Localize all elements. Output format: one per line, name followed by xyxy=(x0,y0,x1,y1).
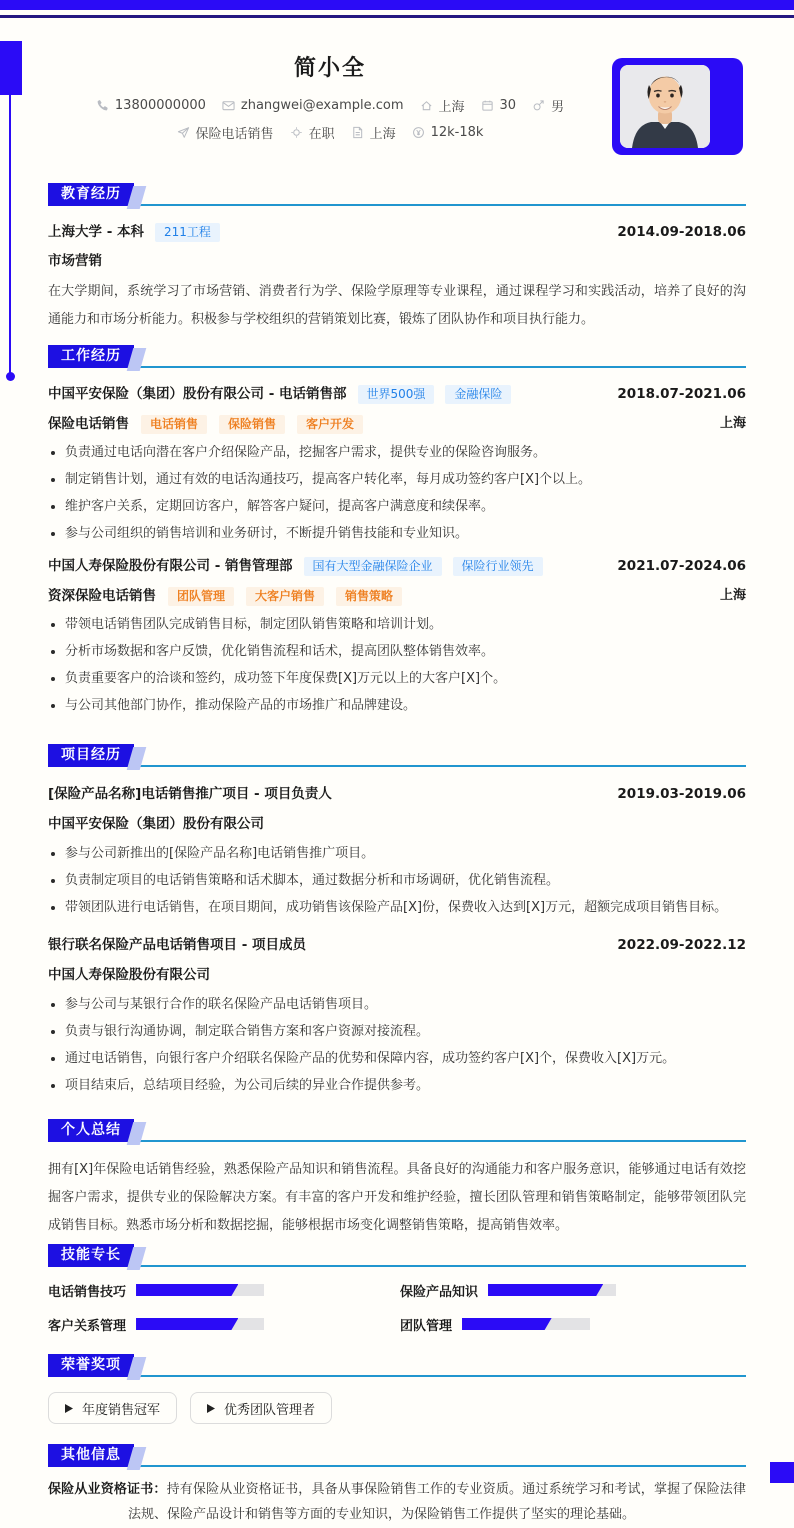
section-header xyxy=(48,1119,746,1142)
honor-label: 年度销售冠军 xyxy=(82,1402,161,1418)
summary-text: 拥有[X]年保险电话销售经验，熟悉保险产品知识和销售流程。具备良好的沟通能力和客户服务意识，能够通过电话有效挖掘客户需求，提供专业的保险解决方案。有丰富的客户开发和维护经验，擅长团队管理和销售策略制定，能够带领团队完成销售目标。熟悉市场分析和数据挖掘，能够根据市场变化调整销售策略，提高销售效率。 xyxy=(48,1162,746,1233)
skill-bar xyxy=(462,1318,590,1330)
education-date: 2014.09-2018.06 xyxy=(617,224,746,240)
play-icon xyxy=(207,1404,215,1413)
bullet-item: 负责通过电话向潜在客户介绍保险产品，挖掘客户需求，提供专业的保险咨询服务。 xyxy=(48,444,746,462)
skill-bar-fill xyxy=(136,1284,238,1296)
mail-icon xyxy=(222,99,235,112)
section-work xyxy=(48,345,746,715)
bullet-item: 参与公司新推出的[保险产品名称]电话销售推广项目。 xyxy=(48,845,746,863)
contact-city xyxy=(420,96,465,115)
position-name: 保险电话销售 xyxy=(48,416,129,432)
position-name: 资深保险电话销售 xyxy=(48,588,156,604)
contact-value: 上海 xyxy=(438,99,465,115)
company-tag: 世界500强 xyxy=(358,385,435,404)
bullet-item: 参与公司组织的销售培训和业务研讨，不断提升销售技能和专业知识。 xyxy=(48,525,746,543)
skill-item xyxy=(48,1281,400,1299)
work-entry xyxy=(48,557,746,715)
project-bullets xyxy=(48,996,746,1095)
section-summary xyxy=(48,1119,746,1240)
work-company-row xyxy=(48,385,746,403)
school-name: 上海大学 - 本科 xyxy=(48,224,145,240)
bullet-item: 分析市场数据和客户反馈，优化销售流程和话术，提高团队整体销售效率。 xyxy=(48,643,746,661)
skill-bar xyxy=(136,1284,264,1296)
honors-list xyxy=(48,1392,746,1424)
work-entry xyxy=(48,385,746,543)
skill-bar xyxy=(488,1284,616,1296)
skills-grid xyxy=(48,1281,746,1333)
position-tag: 保险销售 xyxy=(219,415,285,434)
contact-email xyxy=(222,98,404,113)
bullet-item: 与公司其他部门协作，推动保险产品的市场推广和品牌建设。 xyxy=(48,697,746,715)
work-company-row xyxy=(48,557,746,575)
contact-value: zhangwei@example.com xyxy=(240,97,404,113)
contact-value: 12k-18k xyxy=(430,124,484,140)
portrait-illustration xyxy=(620,65,710,148)
certificate-description: 持有保险从业资格证书，具备从事保险销售工作的专业资质。通过系统学习和考试，掌握了保险法律法规、保险产品设计和销售等方面的专业知识，为保险销售工作提供了坚实的理论基础。 xyxy=(128,1482,746,1522)
contact-phone xyxy=(96,98,206,113)
project-name: 银行联名保险产品电话销售项目 - 项目成员 xyxy=(48,937,307,953)
work-date: 2021.07-2024.06 xyxy=(617,558,746,574)
work-location: 上海 xyxy=(719,588,746,603)
section-education xyxy=(48,183,746,334)
bullet-item: 参与公司与某银行合作的联名保险产品电话销售项目。 xyxy=(48,996,746,1014)
contact-value: 男 xyxy=(551,99,565,115)
position-tag: 大客户销售 xyxy=(246,587,324,606)
contact-value: 30 xyxy=(499,97,517,113)
paper-plane-icon xyxy=(177,126,190,139)
section-header xyxy=(48,345,746,368)
profile-photo-frame xyxy=(612,58,743,155)
bullet-item: 负责与银行沟通协调，制定联合销售方案和客户资源对接流程。 xyxy=(48,1023,746,1041)
project-bullets xyxy=(48,845,746,917)
section-header xyxy=(48,1244,746,1267)
certificate-text xyxy=(48,1477,746,1527)
company-tag: 金融保险 xyxy=(445,385,511,404)
project-date: 2022.09-2022.12 xyxy=(617,937,746,953)
contact-value: 在职 xyxy=(308,126,335,142)
work-bullets xyxy=(48,616,746,715)
status-icon xyxy=(290,126,303,139)
contact-row-1 xyxy=(48,96,612,114)
company-name: 中国人寿保险股份有限公司 - 销售管理部 xyxy=(48,558,293,574)
profile-photo xyxy=(620,65,710,148)
skill-bar-fill xyxy=(136,1318,238,1330)
project-entry xyxy=(48,785,746,917)
bullet-item: 项目结束后，总结项目经验，为公司后续的异业合作提供参考。 xyxy=(48,1077,746,1095)
bullet-item: 带领团队进行电话销售，在项目期间，成功销售该保险产品[X]份，保费收入达到[X]万元，超额完成项目销售目标。 xyxy=(48,899,746,917)
section-projects xyxy=(48,744,746,1095)
play-icon xyxy=(65,1404,73,1413)
honor-label: 优秀团队管理者 xyxy=(224,1402,316,1418)
position-tag: 团队管理 xyxy=(168,587,234,606)
work-bullets xyxy=(48,444,746,543)
project-company: 中国平安保险（集团）股份有限公司 xyxy=(48,816,264,832)
project-title-row xyxy=(48,785,746,803)
honor-chip xyxy=(190,1392,332,1424)
work-date: 2018.07-2021.06 xyxy=(617,386,746,402)
candidate-name: 简小全 xyxy=(293,56,366,81)
contact-age xyxy=(481,98,517,113)
bullet-item: 带领电话销售团队完成销售目标，制定团队销售策略和培训计划。 xyxy=(48,616,746,634)
contact-job-intention xyxy=(177,123,274,142)
section-header xyxy=(48,183,746,206)
bullet-item: 维护客户关系，定期回访客户，解答客户疑问，提高客户满意度和续保率。 xyxy=(48,498,746,516)
bullet-item: 负责制定项目的电话销售策略和话术脚本，通过数据分析和市场调研，优化销售流程。 xyxy=(48,872,746,890)
section-title-summary: 个人总结 xyxy=(48,1119,134,1142)
skill-bar xyxy=(136,1318,264,1330)
skill-bar-fill xyxy=(462,1318,552,1330)
home-icon xyxy=(420,99,433,112)
contact-value: 上海 xyxy=(369,126,396,142)
salary-icon xyxy=(412,126,425,139)
company-tag: 国有大型金融保险企业 xyxy=(304,557,442,576)
education-entry xyxy=(48,223,746,241)
contact-gender xyxy=(532,96,564,115)
resume-header xyxy=(48,54,746,141)
skill-label: 客户关系管理 xyxy=(48,1318,127,1334)
work-position-row xyxy=(48,415,746,433)
skill-item xyxy=(400,1281,746,1299)
contact-work-city xyxy=(351,123,396,142)
contact-row-2 xyxy=(48,123,612,141)
certificate-label: 保险从业资格证书： xyxy=(48,1482,167,1497)
skill-item xyxy=(400,1315,746,1333)
project-date: 2019.03-2019.06 xyxy=(617,786,746,802)
work-position-row xyxy=(48,587,746,605)
work-location: 上海 xyxy=(719,416,746,431)
phone-icon xyxy=(96,99,109,112)
project-entry xyxy=(48,936,746,1095)
contact-value: 保险电话销售 xyxy=(195,126,274,142)
contact-salary xyxy=(412,125,484,140)
section-header xyxy=(48,1444,746,1467)
project-company: 中国人寿保险股份有限公司 xyxy=(48,967,210,983)
project-title-row xyxy=(48,936,746,954)
section-title-projects: 项目经历 xyxy=(48,744,134,767)
honor-chip xyxy=(48,1392,177,1424)
company-tag: 保险行业领先 xyxy=(453,557,543,576)
contact-value: 13800000000 xyxy=(114,97,206,113)
bullet-item: 负责重要客户的洽谈和签约，成功签下年度保费[X]万元以上的大客户[X]个。 xyxy=(48,670,746,688)
section-honors xyxy=(48,1354,746,1424)
section-title-skills: 技能专长 xyxy=(48,1244,134,1267)
calendar-icon xyxy=(481,99,494,112)
section-other xyxy=(48,1444,746,1527)
section-skills xyxy=(48,1244,746,1333)
section-title-honors: 荣誉奖项 xyxy=(48,1354,134,1377)
contact-status xyxy=(290,123,335,142)
education-description: 在大学期间，系统学习了市场营销、消费者行为学、保险学原理等专业课程，通过课程学习和实践活动，培养了良好的沟通能力和市场分析能力。积极参与学校组织的营销策划比赛，锻炼了团队协作和项目执行能力。 xyxy=(48,284,746,327)
project-name: [保险产品名称]电话销售推广项目 - 项目负责人 xyxy=(48,786,332,802)
section-title-work: 工作经历 xyxy=(48,345,134,368)
document-icon xyxy=(351,126,364,139)
section-header xyxy=(48,1354,746,1377)
section-title-education: 教育经历 xyxy=(48,183,134,206)
skill-bar-fill xyxy=(488,1284,603,1296)
skill-label: 团队管理 xyxy=(400,1318,453,1334)
skill-label: 保险产品知识 xyxy=(400,1284,479,1300)
bullet-item: 通过电话销售，向银行客户介绍联名保险产品的优势和保障内容，成功签约客户[X]个，保费收入[X]万元。 xyxy=(48,1050,746,1068)
education-major: 市场营销 xyxy=(48,253,102,269)
bullet-item: 制定销售计划，通过有效的电话沟通技巧，提高客户转化率，每月成功签约客户[X]个以上。 xyxy=(48,471,746,489)
position-tag: 电话销售 xyxy=(141,415,207,434)
skill-label: 电话销售技巧 xyxy=(48,1284,127,1300)
school-tag: 211工程 xyxy=(155,223,220,242)
company-name: 中国平安保险（集团）股份有限公司 - 电话销售部 xyxy=(48,386,347,402)
section-header xyxy=(48,744,746,767)
gender-icon xyxy=(532,99,545,112)
position-tag: 客户开发 xyxy=(297,415,363,434)
position-tag: 销售策略 xyxy=(336,587,402,606)
skill-item xyxy=(48,1315,400,1333)
section-title-other: 其他信息 xyxy=(48,1444,134,1467)
